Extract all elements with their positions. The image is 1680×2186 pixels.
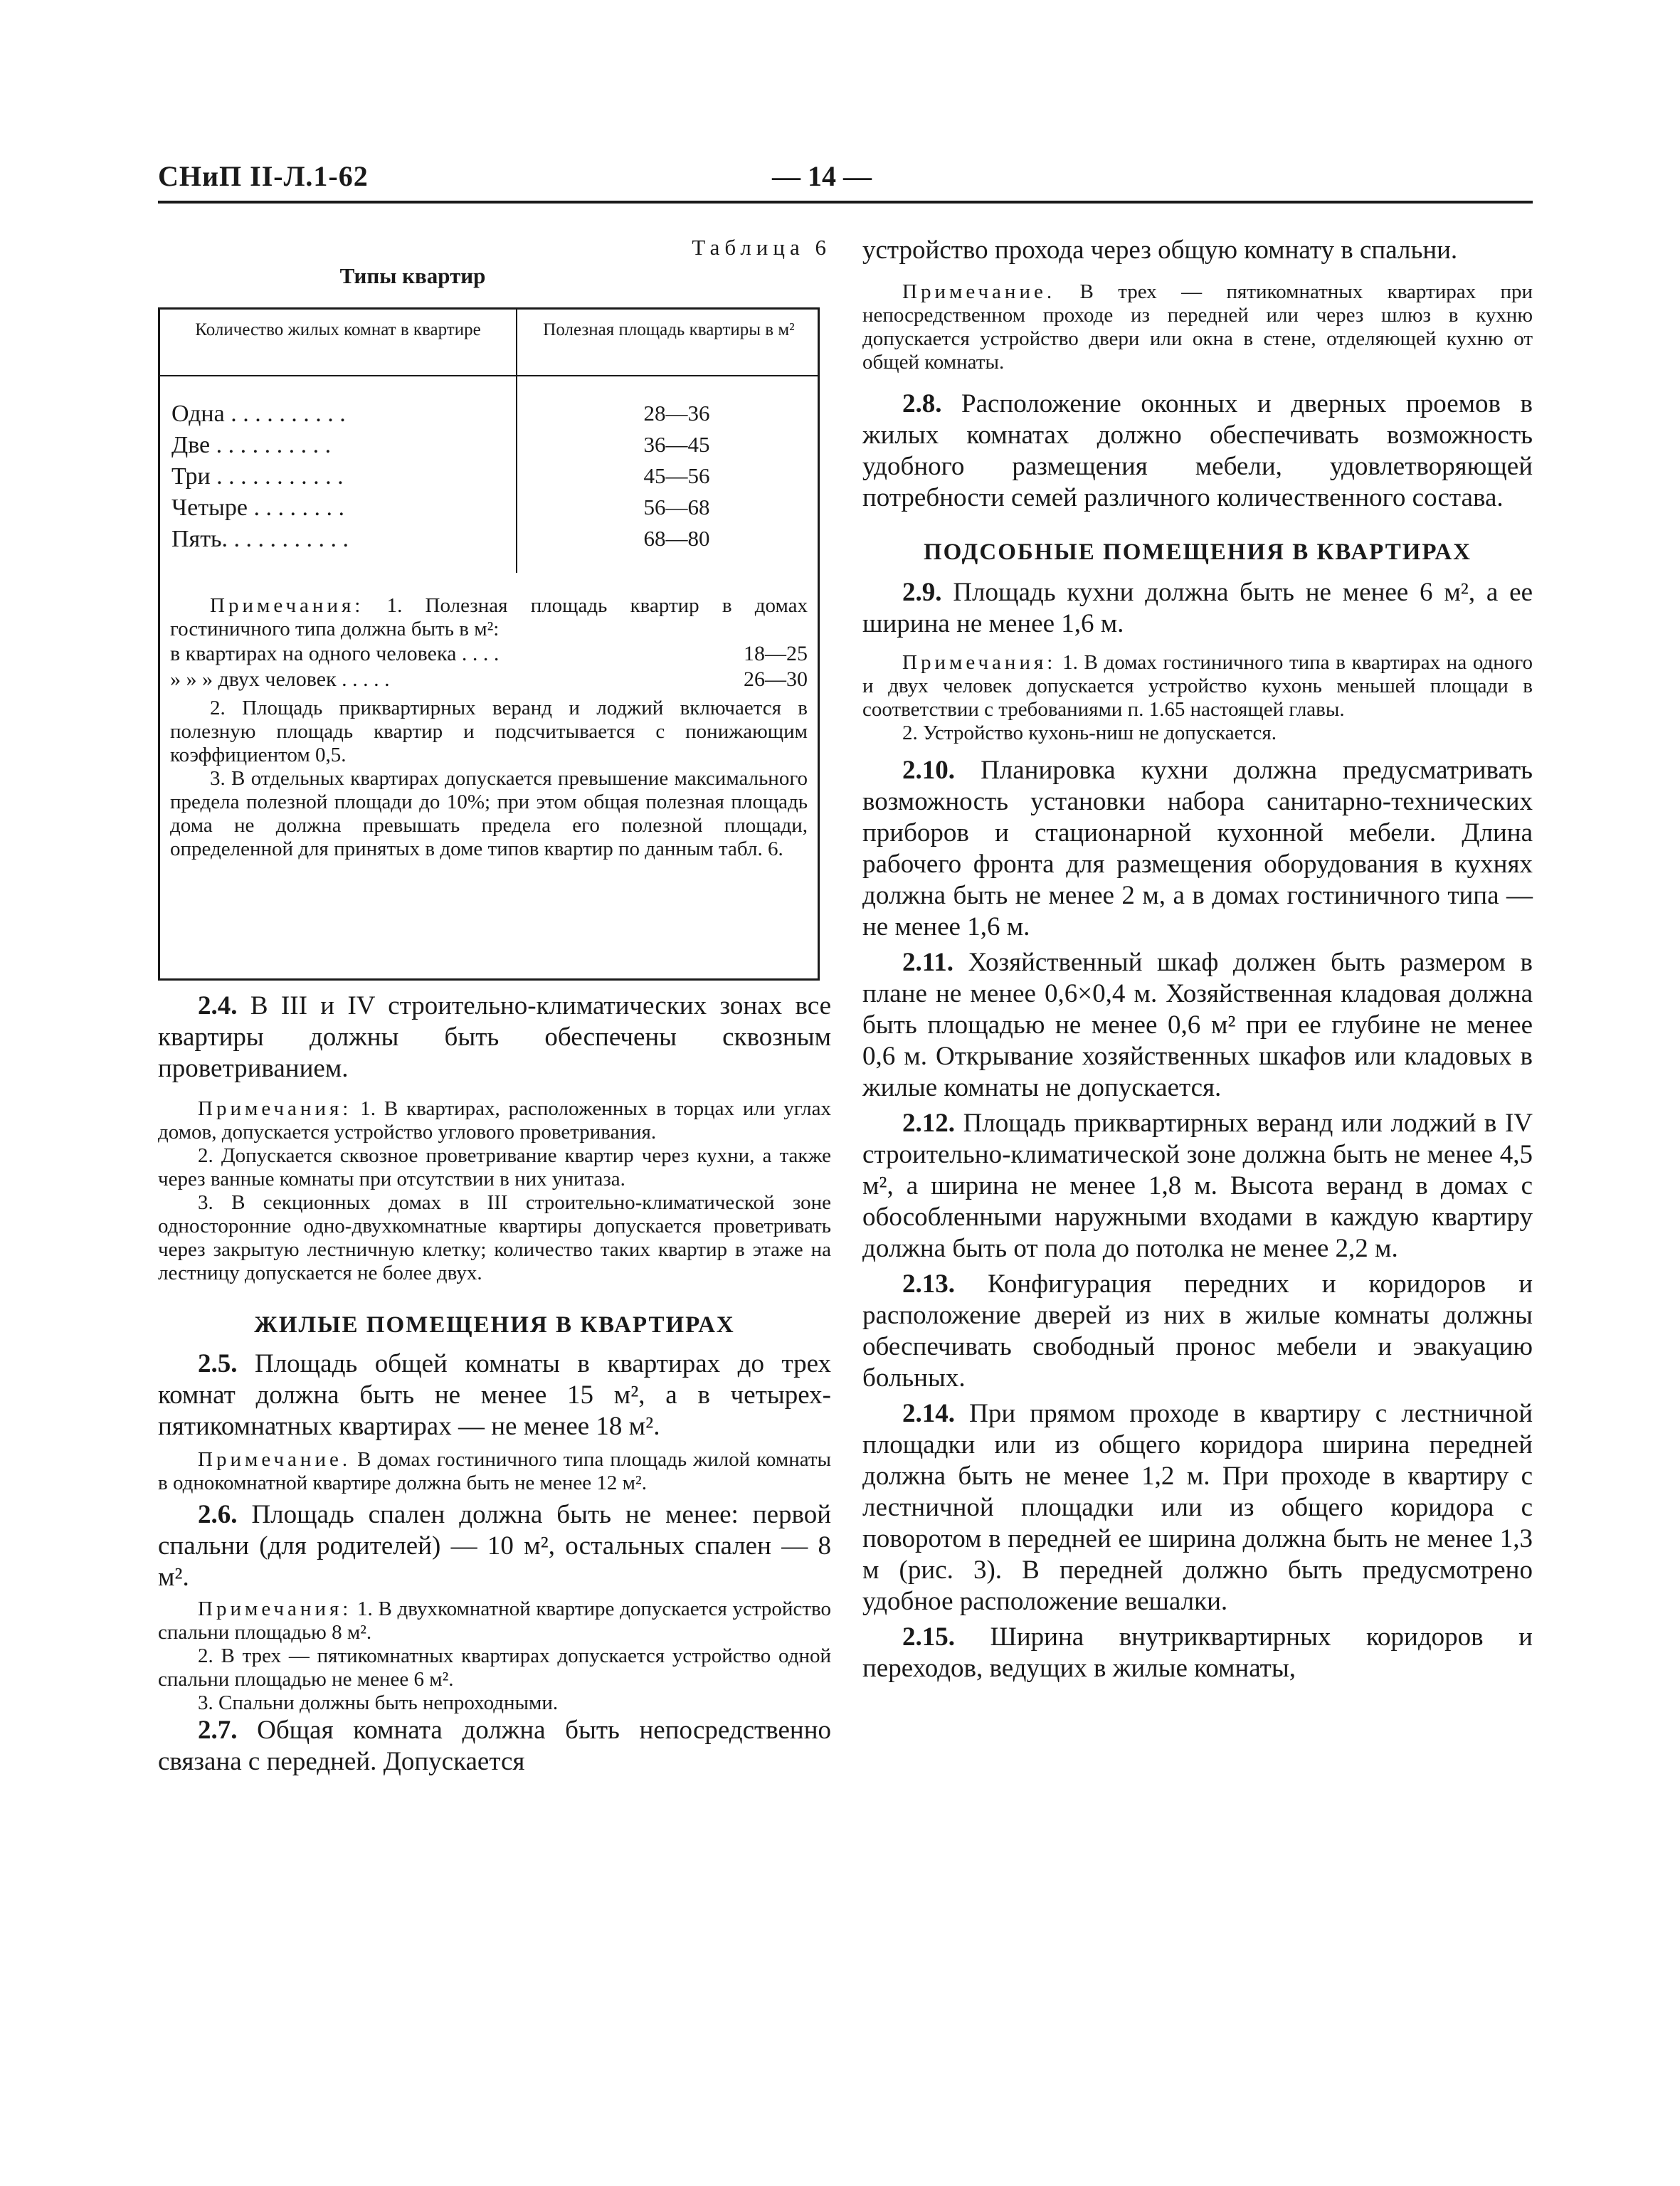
note-2-5: Примечание. В домах гостиничного типа площадь жилой комнаты в однокомнатной квартире должна быть не менее 12 м². [158,1448,831,1494]
paragraph-2-13: 2.13. Конфигурация передних и коридоров и расположение дверей из них в жилые комнаты должны обеспечивать свободный пронос мебели и эвакуацию больных. [862,1269,1533,1393]
header-rule [158,201,1533,204]
table-title: Типы квартир [339,263,486,288]
row-value: 45—56 [643,463,710,488]
table-row [171,463,812,495]
paragraph-2-12: 2.12. Площадь приквартирных веранд или лоджий в IV строительно-климатической зоне должна быть не менее 4,5 м², а ширина не менее 1,8 м. Высота веранд в домах с обособленными наружными входами в каждую квартиру должна быть от пола до потолка не менее 2,2 м. [862,1109,1533,1263]
document-code: СНиП II-Л.1-62 [158,160,369,192]
paragraph-2-4: 2.4. В III и IV строительно-климатических зонах все квартиры должны быть обеспечены сквозным проветриванием. [158,991,831,1083]
table-row [171,495,812,526]
paragraph-2-6: 2.6. Площадь спален должна быть не менее: первой спальни (для родителей) — 10 м², остальных спален — 8 м². [158,1500,832,1592]
row-value: 36—45 [643,432,710,457]
note-2-6-1: Примечания: 1. В двухкомнатной квартире допускается устройство спальни площадью 8 м². [158,1598,831,1644]
note-2-9-1: Примечания: 1. В домах гостиничного типа в квартирах на одного и двух человек допускается устройство кухонь меньшей площади в соответствии с требованиями п. 1.65 настоящей главы. [862,651,1533,721]
note-2-6-3: 3. Спальни должны быть непроходными. [198,1691,559,1714]
row-value: 56—68 [643,495,710,519]
paragraph-2-9: 2.9. Площадь кухни должна быть не менее 6 м², а ее ширина не менее 1,6 м. [862,578,1533,638]
table-note-1: Примечания: 1. Полезная площадь квартир в домах гостиничного типа должна быть в м²: [170,594,808,640]
paragraph-2-7-continued: устройство прохода через общую комнату в спальни. [862,236,1458,265]
table-note-1-row-2: » » » двух человек . . . . . 26—30 [170,667,808,691]
note-2-4-1: Примечания: 1. В квартирах, расположенных в торцах или углах домов, допускается устройство углового проветривания. [158,1097,831,1144]
note-2-6-2: 2. В трех — пятикомнатных квартирах допускается устройство одной спальни площадью не менее 6 м². [158,1644,831,1691]
row-label: Две . . . . . . . . . . [171,432,332,458]
row-label: Четыре . . . . . . . . [171,495,344,521]
table-note-2: 2. Площадь приквартирных веранд и лоджий включается в полезную площадь квартир и подсчитывается с понижающим коэффициентом 0,5. [170,697,808,766]
note-2-9-2: 2. Устройство кухонь-ниш не допускается. [902,722,1277,744]
row-label: Пять. . . . . . . . . . . [171,526,349,552]
row-label: Одна . . . . . . . . . . [171,401,346,427]
row-label: Три . . . . . . . . . . . [171,463,344,490]
page-number: — 14 — [772,160,872,192]
table-caption: Таблица 6 [692,235,831,260]
table-note-3: 3. В отдельных квартирах допускается превышение максимального предела полезной площади до 10%; при этом общая полезная площадь дома не должна превышать предела его полезной площади, определенной для принятых в доме типов квартир по данным табл. 6. [170,767,808,860]
right-column [862,235,1533,1684]
note-2-4-3: 3. В секционных домах в III строительно-климатической зоне односторонние одно-двухкомнатные квартиры допускается проветривать через закрытую лестничную клетку; количество таких квартир в этаже на лестницу допускается не более двух. [158,1191,831,1284]
paragraph-2-11: 2.11. Хозяйственный шкаф должен быть размером в плане не менее 0,6×0,4 м. Хозяйственная кладовая должна быть площадью не менее 0,6 м² при ее глубине не менее 0,6 м. Открывание хозяйственных шкафов или кладовых в жилые комнаты не допускается. [862,948,1533,1102]
paragraph-2-8: 2.8. Расположение оконных и дверных проемов в жилых комнатах должно обеспечивать возможность удобного размещения мебели, удовлетворяющей потребности семей различного количественного состава. [862,389,1533,512]
table-note-1-row-1: в квартирах на одного человека . . . . 18—25 [170,642,808,665]
table-header-rooms: Количество жилых комнат в квартире [195,320,481,339]
table-header-area: Полезная площадь квартиры в м² [543,320,795,339]
paragraph-2-14: 2.14. При прямом проходе в квартиру с лестничной площадки или из общего коридора ширина передней должна быть не менее 1,2 м. При проходе в квартиру с лестничной площадки или из общего коридора с поворотом в передней ее ширина должна быть не менее 1,3 м (рис. 3). В передней должно быть предусмотрено удобное расположение вешалки. [862,1399,1533,1616]
table-notes [170,594,808,861]
row-value: 68—80 [643,526,710,551]
left-column [158,235,831,1778]
section-heading-living-rooms: ЖИЛЫЕ ПОМЕЩЕНИЯ В КВАРТИРАХ [254,1312,735,1338]
note-2-4-2: 2. Допускается сквозное проветривание квартир через кухни, а также через ванные комнаты при отсутствии в них унитаза. [158,1144,831,1190]
table-row [171,432,812,463]
row-value: 28—36 [643,401,710,426]
section-heading-utility-rooms: ПОДСОБНЫЕ ПОМЕЩЕНИЯ В КВАРТИРАХ [923,539,1472,565]
table-6 [158,307,820,981]
table-row [171,526,812,557]
table-row [171,401,812,432]
note-2-7: Примечание. В трех — пятикомнатных квартирах при непосредственном проходе из передней или через шлюз в кухню допускается устройство двери или окна в стене, отделяющей кухню от общей комнаты. [862,280,1533,374]
table-header [160,310,818,376]
paragraph-2-15: 2.15. Ширина внутриквартирных коридоров и переходов, ведущих в жилые комнаты, [862,1622,1533,1683]
paragraph-2-10: 2.10. Планировка кухни должна предусматривать возможность установки набора санитарно-технических приборов и стационарной кухонной мебели. Длина рабочего фронта для размещения оборудования в кухнях должна быть не менее 2 м, а в домах гостиничного типа — не менее 1,6 м. [862,756,1533,941]
paragraph-2-7: 2.7. Общая комната должна быть непосредственно связана с передней. Допускается [158,1716,832,1776]
paragraph-2-5: 2.5. Площадь общей комнаты в квартирах до трех комнат должна быть не менее 15 м², а в четырех-пятикомнатных квартирах — не менее 18 м². [158,1349,832,1441]
